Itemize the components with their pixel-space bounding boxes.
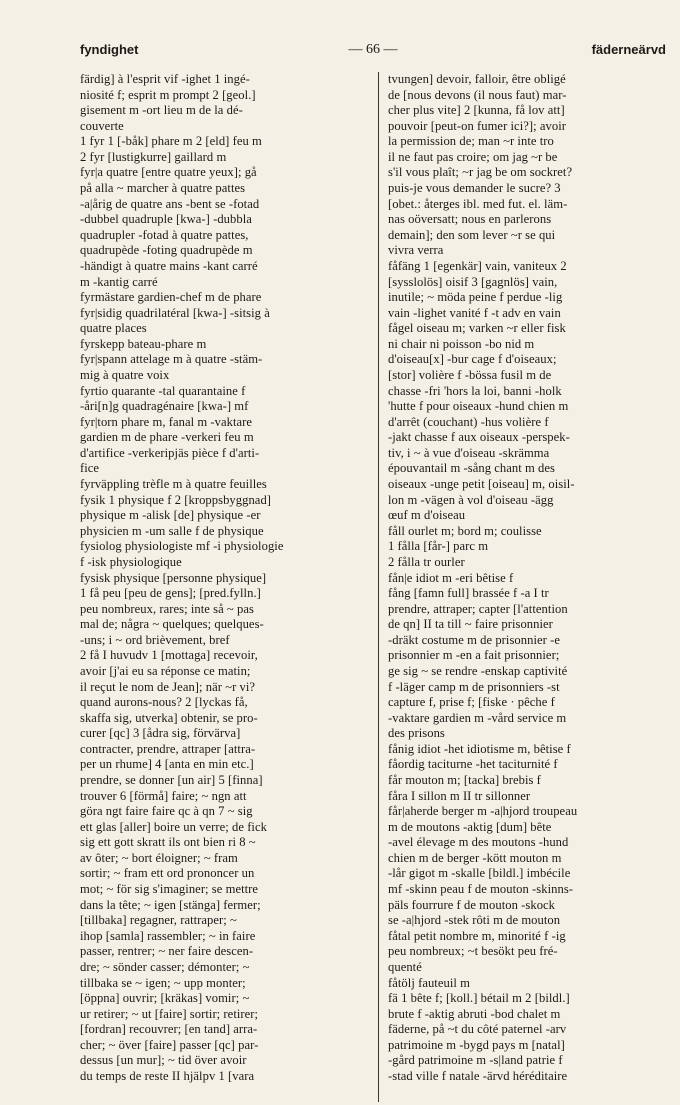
dictionary-line: tillbaka se ~ igen; ~ upp monter;: [80, 975, 246, 990]
dictionary-line: m -kantig carré: [80, 274, 158, 289]
dictionary-line: fyrväppling trèfle m à quatre feuilles: [80, 477, 267, 492]
dictionary-line: prendre, se donner [un air] 5 [finna]: [80, 773, 263, 788]
dictionary-line: ett glas [aller] boire un verre; de fick: [80, 819, 267, 834]
dictionary-line: il reçut le nom de Jean]; när ~r vi?: [80, 679, 256, 694]
dictionary-line: demain]; den som lever ~r se qui: [388, 227, 556, 242]
dictionary-line: vain -lighet vanité f -t adv en vain: [388, 305, 561, 320]
dictionary-line: de qn] II ta till ~ faire prisonnier: [388, 617, 553, 632]
dictionary-line: av ôter; ~ bort éloigner; ~ fram: [80, 850, 238, 865]
dictionary-line: [obet.: återges ibl. med fut. el. läm-: [388, 196, 568, 211]
dictionary-line: -lår gigot m -skalle [bildl.] imbécile: [388, 866, 571, 881]
dictionary-line: dessus [un mur]; ~ tid över avoir: [80, 1053, 247, 1068]
dictionary-line: f -läger camp m de prisonniers -st: [388, 679, 560, 694]
dictionary-line: -händigt à quatre mains -kant carré: [80, 258, 258, 273]
dictionary-line: 2 fyr [lustigkurre] gaillard m: [80, 149, 227, 164]
dictionary-line: fyr|a quatre [entre quatre yeux]; gå: [80, 165, 257, 180]
dictionary-line: [tillbaka] regagner, rattraper; ~: [80, 913, 237, 928]
dictionary-line: se -a|hjord -stek rôti m de mouton: [388, 913, 561, 928]
dictionary-line: fyr|sidig quadrilatéral [kwa-] -sitsig à: [80, 305, 270, 320]
dictionary-line: tiv, i ~ à vue d'oiseau -skrämma: [388, 445, 550, 460]
dictionary-line: prisonnier m -en a fait prisonnier;: [388, 648, 560, 663]
dictionary-line: chien m de berger -kött mouton m: [388, 850, 562, 865]
dictionary-line: mot; ~ för sig s'imaginer; se mettre: [80, 882, 259, 897]
dictionary-line: -gård patrimoine m -s|land patrie f: [388, 1053, 563, 1068]
dictionary-line: fåll ourlet m; bord m; coulisse: [388, 523, 542, 538]
dictionary-line: la permission de; man ~r inte tro: [388, 134, 554, 149]
dictionary-line: cher; ~ över [faire] passer [qc] par-: [80, 1037, 259, 1052]
dictionary-line: s'il vous plaît; ~r jag be om sockret?: [388, 165, 573, 180]
dictionary-line: -uns; i ~ ord brièvement, bref: [80, 632, 230, 647]
dictionary-line: fåfäng 1 [egenkär] vain, vaniteux 2: [388, 258, 567, 273]
dictionary-line: fåtal petit nombre m, minorité f -ig: [388, 928, 566, 943]
dictionary-line: fysik 1 physique f 2 [kroppsbyggnad]: [80, 492, 272, 507]
dictionary-line: -åri[n]g quadragénaire [kwa-] mf: [80, 399, 249, 414]
right-column: [388, 72, 676, 1102]
dictionary-line: cher plus vite] 2 [kunna, få lov att]: [388, 103, 565, 118]
dictionary-line: peu nombreux, rares; inte så ~ pas: [80, 601, 254, 616]
dictionary-line: -dubbel quadruple [kwa-] -dubbla: [80, 212, 252, 227]
dictionary-line: oiseaux -unge petit [oiseau] m, oisil-: [388, 477, 575, 492]
dictionary-line: -a|årig de quatre ans -bent se -fotad: [80, 196, 260, 211]
dictionary-line: får mouton m; [tacka] brebis f: [388, 773, 541, 788]
dictionary-line: des prisons: [388, 726, 445, 741]
dictionary-line: färdig] à l'esprit vif -ighet 1 ingé-: [80, 72, 250, 86]
dictionary-line: per un rhume] 4 [anta en min etc.]: [80, 757, 254, 772]
dictionary-line: prendre, attraper; capter [l'attention: [388, 601, 568, 616]
dictionary-line: fice: [80, 461, 100, 476]
dictionary-line: épouvantail m -sång chant m des: [388, 461, 555, 476]
dictionary-line: [fordran] recouvrer; [en tand] arra-: [80, 1022, 258, 1037]
dictionary-line: curer [qc] 3 [ådra sig, förvärva]: [80, 726, 241, 741]
dictionary-line: [öppna] ouvrir; [kräkas] vomir; ~: [80, 991, 250, 1006]
page-number: — 66 —: [348, 42, 398, 57]
dictionary-line: quenté: [388, 959, 422, 974]
dictionary-line: mal de; några ~ quelques; quelques-: [80, 617, 264, 632]
dictionary-line: quadrupède -foting quadrupède m: [80, 243, 253, 258]
dictionary-line: fågel oiseau m; varken ~r eller fisk: [388, 321, 566, 336]
dictionary-line: capture f, prise f; [fiske · pêche f: [388, 695, 555, 710]
dictionary-line: m de moutons -aktig [dum] bête: [388, 819, 552, 834]
dictionary-line: 'hutte f pour oiseaux -hund chien m: [388, 399, 569, 414]
dictionary-line: dans la tête; ~ igen [stänga] fermer;: [80, 897, 261, 912]
dictionary-line: mig à quatre voix: [80, 367, 170, 382]
dictionary-line: fäderne, på ~t du côté paternel -arv: [388, 1022, 567, 1037]
dictionary-line: d'artifice -verkeripjäs pièce f d'arti-: [80, 445, 260, 460]
dictionary-line: vivra verra: [388, 243, 444, 258]
dictionary-line: quadrupler -fotad à quatre pattes,: [80, 227, 249, 242]
dictionary-line: fåtölj fauteuil m: [388, 975, 470, 990]
dictionary-line: niosité f; esprit m prompt 2 [geol.]: [80, 87, 256, 102]
dictionary-line: puis-je vous demander le sucre? 3: [388, 181, 561, 196]
header-guide-word-right: fäderneärvd: [591, 42, 666, 57]
dictionary-line: d'arrêt (couchant) -hus volière f: [388, 414, 549, 429]
dictionary-line: -stad ville f natale -ärvd héréditaire: [388, 1069, 568, 1083]
dictionary-line: quand aurons-nous? 2 [lyckas få,: [80, 695, 248, 710]
page-header: [80, 42, 666, 60]
dictionary-line: får|aherde berger m -a|hjord troupeau: [388, 804, 578, 819]
dictionary-line: sortir; ~ fram ett ord prononcer un: [80, 866, 255, 881]
dictionary-line: inutile; ~ möda peine f perdue -lig: [388, 290, 563, 305]
dictionary-line: fyrskepp bateau-phare m: [80, 336, 207, 351]
dictionary-line: ge sig ~ se rendre -enskap captivité: [388, 663, 568, 678]
dictionary-line: -jakt chasse f aux oiseaux -perspek-: [388, 430, 570, 445]
dictionary-line: fyrmästare gardien-chef m de phare: [80, 290, 262, 305]
dictionary-line: ihop [samla] rassembler; ~ in faire: [80, 928, 256, 943]
dictionary-line: pouvoir [peut-on fumer ici?]; avoir: [388, 118, 567, 133]
dictionary-line: fyrtio quarante -tal quarantaine f: [80, 383, 246, 398]
dictionary-line: [sysslolös] oisif 3 [gagnlös] vain,: [388, 274, 558, 289]
dictionary-line: skaffa sig, utverka] obtenir, se pro-: [80, 710, 258, 725]
dictionary-line: fåordig taciturne -het taciturnité f: [388, 757, 558, 772]
dictionary-line: patrimoine m -bygd pays m [natal]: [388, 1037, 565, 1052]
dictionary-line: dre; ~ sönder casser; démonter; ~: [80, 959, 250, 974]
dictionary-line: göra ngt faire faire qc à qn 7 ~ sig: [80, 804, 253, 819]
text-columns: [80, 72, 666, 1095]
dictionary-line: fysisk physique [personne physique]: [80, 570, 267, 585]
dictionary-line: peu nombreux; ~t besökt peu fré-: [388, 944, 558, 959]
dictionary-line: contracter, prendre, attraper [attra-: [80, 741, 256, 756]
left-column: [80, 72, 368, 1102]
dictionary-line: fåra I sillon m II tr sillonner: [388, 788, 531, 803]
header-guide-word-left: fyndighet: [80, 42, 139, 57]
dictionary-line: -avel élevage m des moutons -hund: [388, 835, 569, 850]
dictionary-line: physicien m -um salle f de physique: [80, 523, 264, 538]
dictionary-line: de [nous devons (il nous faut) mar-: [388, 87, 567, 102]
dictionary-line: 1 fyr 1 [-båk] phare m 2 [eld] feu m: [80, 134, 262, 149]
dictionary-line: mf -skinn peau f de mouton -skinns-: [388, 882, 574, 897]
dictionary-line: fång [famn full] brassée f -a I tr: [388, 586, 549, 601]
dictionary-line: quatre places: [80, 321, 147, 336]
dictionary-line: 1 fålla [får-] parc m: [388, 539, 489, 554]
dictionary-line: -vaktare gardien m -vård service m: [388, 710, 567, 725]
dictionary-line: fån|e idiot m -eri bêtise f: [388, 570, 514, 585]
dictionary-line: d'oiseau[x] -bur cage f d'oiseaux;: [388, 352, 557, 367]
dictionary-line: fånig idiot -het idiotisme m, bêtise f: [388, 741, 571, 756]
dictionary-line: päls fourrure f de mouton -skock: [388, 897, 556, 912]
dictionary-line: il ne faut pas croire; om jag ~r be: [388, 149, 558, 164]
dictionary-line: nas oöversatt; nous en parlerons: [388, 212, 552, 227]
dictionary-line: fyr|spann attelage m à quatre -stäm-: [80, 352, 263, 367]
dictionary-line: fyr|torn phare m, fanal m -vaktare: [80, 414, 253, 429]
dictionary-line: [stor] volière f -bössa fusil m de: [388, 367, 552, 382]
dictionary-line: gardien m de phare -verkeri feu m: [80, 430, 254, 445]
dictionary-line: fysiolog physiologiste mf -i physiologie: [80, 539, 284, 554]
dictionary-line: physique m -alisk [de] physique -er: [80, 508, 261, 523]
dictionary-line: sig ett gott skratt ils ont bien ri 8 ~: [80, 835, 256, 850]
dictionary-line: brute f -aktig abruti -bod chalet m: [388, 1006, 561, 1021]
dictionary-line: fä 1 bête f; [koll.] bétail m 2 [bildl.]: [388, 991, 570, 1006]
dictionary-line: ur retirer; ~ ut [faire] sortir; retirer;: [80, 1006, 259, 1021]
dictionary-line: 2 fålla tr ourler: [388, 554, 465, 569]
dictionary-line: tvungen] devoir, falloir, être obligé: [388, 72, 566, 86]
column-divider: [378, 72, 379, 1102]
dictionary-line: du temps de reste II hjälpv 1 [vara: [80, 1069, 255, 1083]
dictionary-line: trouver 6 [förmå] faire; ~ ngn att: [80, 788, 247, 803]
dictionary-line: 2 få I huvudv 1 [mottaga] recevoir,: [80, 648, 258, 663]
dictionary-line: 1 få peu [peu de gens]; [pred.fylln.]: [80, 586, 261, 601]
dictionary-line: gisement m -ort lieu m de la dé-: [80, 103, 243, 118]
dictionary-line: ni chair ni poisson -bo nid m: [388, 336, 535, 351]
dictionary-line: lon m -vägen à vol d'oiseau -ägg: [388, 492, 554, 507]
dictionary-line: på alla ~ marcher à quatre pattes: [80, 181, 246, 196]
dictionary-line: passer, rentrer; ~ ner faire descen-: [80, 944, 254, 959]
dictionary-line: avoir [j'ai eu sa réponse ce matin;: [80, 663, 251, 678]
dictionary-line: œuf m d'oiseau: [388, 508, 466, 523]
dictionary-line: -dräkt costume m de prisonnier -e: [388, 632, 560, 647]
dictionary-line: chasse -fri 'hors la loi, banni -holk: [388, 383, 562, 398]
dictionary-line: couverte: [80, 118, 124, 133]
dictionary-line: f -isk physiologique: [80, 554, 182, 569]
